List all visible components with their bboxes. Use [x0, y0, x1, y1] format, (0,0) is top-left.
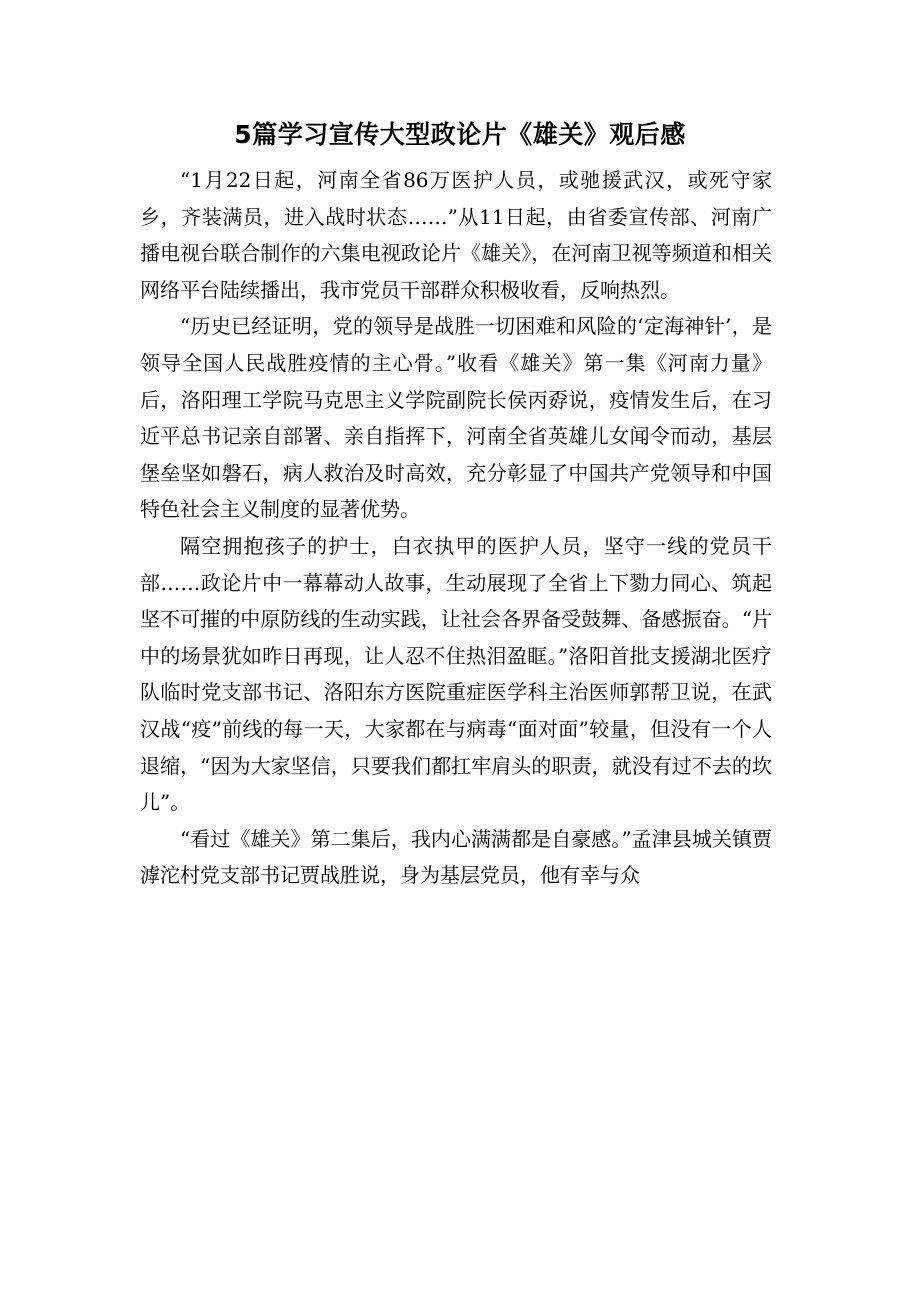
paragraph-1: “1月22日起，河南全省86万医护人员，或驰援武汉，或死守家乡，齐装满员，进入战时状态……”从11日起，由省委宣传部、河南广播电视台联合制作的六集电视政论片《雄关》，在河南卫视等频道和相关网络平台陆续播出，我市党员干部群众积极收看，反响热烈。	[140, 168, 772, 302]
document-title: 5篇学习宣传大型政论片《雄关》观后感	[234, 120, 686, 149]
document-body	[140, 162, 772, 894]
paragraph-2: “历史已经证明，党的领导是战胜一切困难和风险的‘定海神针’，是领导全国人民战胜疫情的主心骨。”收看《雄关》第一集《河南力量》后，洛阳理工学院马克思主义学院副院长侯丙孬说，疫情发生后，在习近平总书记亲自部署、亲自指挥下，河南全省英雄儿女闻令而动，基层堡垒坚如磐石，病人救治及时高效，充分彰显了中国共产党领导和中国特色社会主义制度的显著优势。	[140, 314, 772, 522]
paragraph-3: 隔空拥抱孩子的护士，白衣执甲的医护人员，坚守一线的党员干部……政论片中一幕幕动人故事，生动展现了全省上下勠力同心、筑起坚不可摧的中原防线的生动实践，让社会各界备受鼓舞、备感振奋。“片中的场景犹如昨日再现，让人忍不住热泪盈眶。”洛阳首批支援湖北医疗队临时党支部书记、洛阳东方医院重症医学科主治医师郭帮卫说，在武汉战“疫”前线的每一天，大家都在与病毒“面对面”较量，但没有一个人退缩，“因为大家坚信，只要我们都扛牢肩头的职责，就没有过不去的坎儿”。	[140, 533, 772, 815]
paragraph-4: “看过《雄关》第二集后，我内心满满都是自豪感。”孟津县城关镇贾滹沱村党支部书记贾战胜说，身为基层党员，他有幸与众	[140, 826, 772, 888]
